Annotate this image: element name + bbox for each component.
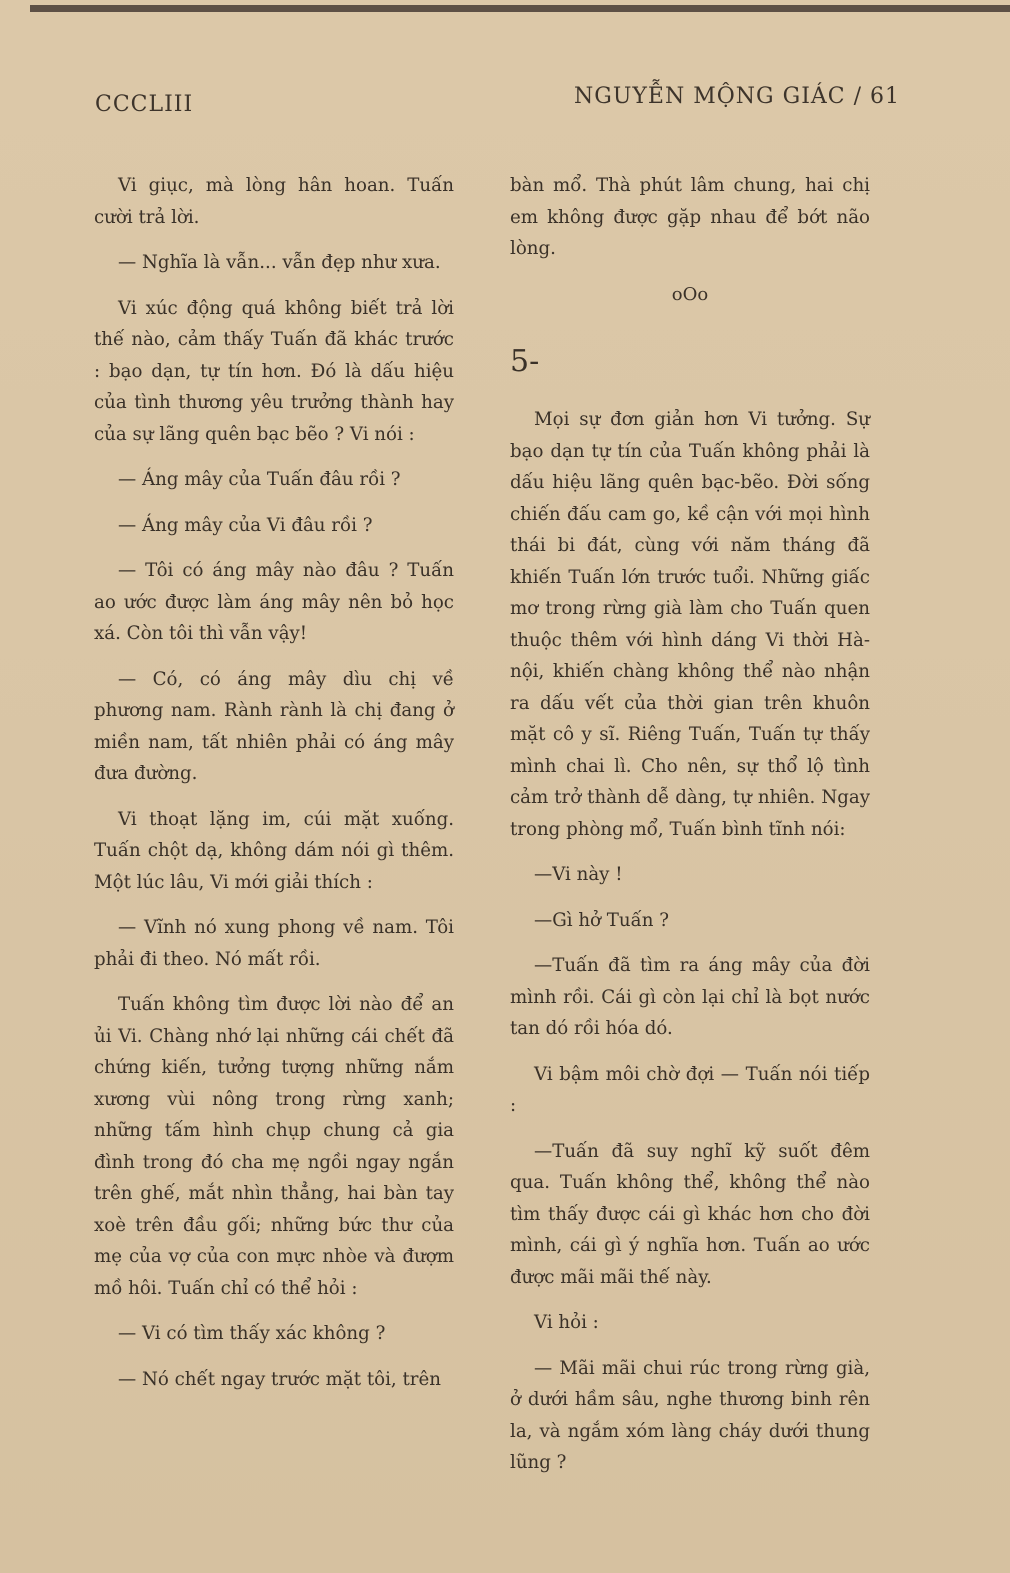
paragraph: Vi hỏi : (534, 1312, 599, 1333)
paragraph: —Vi này ! (534, 864, 623, 885)
paragraph: — Vĩnh nó xung phong về nam. Tôi phải đi theo. Nó mất rồi. (94, 917, 454, 970)
section-ornament: oOo (671, 283, 709, 305)
paragraph: — Mãi mãi chui rúc trong rừng già, ở dưới hầm sâu, nghe thương binh rên la, và ngắm xóm làng cháy dưới thung lũng ? (510, 1357, 870, 1473)
left-column (94, 170, 454, 1409)
top-rule (30, 5, 1010, 12)
paragraph: — Có, có áng mây dìu chị về phương nam. Rành rành là chị đang ở miền nam, tất nhiên phải có áng mây đưa đường. (94, 668, 454, 784)
paragraph: — Áng mây của Vi đâu rồi ? (118, 514, 373, 536)
paragraph: —Gì hở Tuấn ? (534, 909, 669, 931)
paragraph: Mọi sự đơn giản hơn Vi tưởng. Sự bạo dạn tự tín của Tuấn không phải là dấu hiệu lãng quên bạc-bẽo. Đời sống chiến đấu cam go, kề cận với mọi hình thái bi đát, cùng với năm tháng đã khiến Tuấn lớn trước tuổi. Những giấc mơ trong rừng già làm cho Tuấn quen thuộc thêm với hình dáng Vi thời Hà-nội, khiến chàng không thể nào nhận ra dấu vết của thời gian trên khuôn mặt cô y sĩ. Riêng Tuấn, Tuấn tự thấy mình chai lì. Cho nên, sự thổ lộ tình cảm trở thành dễ dàng, tự nhiên. Ngay trong phòng mổ, Tuấn bình tĩnh nói: (510, 409, 870, 840)
paragraph: —Tuấn đã tìm ra áng mây của đời mình rồi. Cái gì còn lại chỉ là bọt nước tan dó rồi hóa dó. (510, 955, 870, 1039)
page-header-author-page: NGUYỄN MỘNG GIÁC / 61 (574, 84, 900, 109)
section-number: 5- (510, 344, 540, 379)
paragraph: — Nó chết ngay trước mặt tôi, trên (118, 1368, 441, 1390)
paragraph: — Nghĩa là vẫn... vẫn đẹp như xưa. (118, 252, 441, 273)
paragraph: Vi bậm môi chờ đợi — Tuấn nói tiếp : (510, 1063, 870, 1116)
paragraph: —Tuấn đã suy nghĩ kỹ suốt đêm qua. Tuấn không thể, không thể nào tìm thấy được cái gì khác hơn cho đời mình, cái gì ý nghĩa hơn. Tuấn ao ước được mãi mãi thế này. (510, 1140, 870, 1288)
right-column (510, 170, 870, 1493)
paragraph: Vi thoạt lặng im, cúi mặt xuống. Tuấn chột dạ, không dám nói gì thêm. Một lúc lâu, Vi mới giải thích : (94, 808, 454, 893)
paragraph: Vi giục, mà lòng hân hoan. Tuấn cười trả lời. (94, 175, 454, 228)
paragraph: — Vi có tìm thấy xác không ? (118, 1323, 386, 1344)
page-header-section: CCCLIII (95, 92, 194, 117)
paragraph: Tuấn không tìm được lời nào để an ủi Vi. Chàng nhớ lại những cái chết đã chứng kiến, tưởng tượng những nắm xương vùi nông trong rừng xanh; những tấm hình chụp chung cả gia đình trong đó cha mẹ ngồi ngay ngắn trên ghế, mắt nhìn thẳng, hai bàn tay xoè trên đầu gối; những bức thư của mẹ của vợ của con mực nhòe và đượm mồ hôi. Tuấn chỉ có thể hỏi : (94, 994, 454, 1299)
paragraph: — Tôi có áng mây nào đâu ? Tuấn ao ước được làm áng mây nên bỏ học xá. Còn tôi thì vẫn vậy! (94, 560, 454, 644)
paragraph: — Áng mây của Tuấn đâu rồi ? (118, 469, 401, 490)
paragraph: bàn mổ. Thà phút lâm chung, hai chị em không được gặp nhau để bớt não lòng. (510, 175, 870, 259)
paragraph: Vi xúc động quá không biết trả lời thế nào, cảm thấy Tuấn đã khác trước : bạo dạn, tự tín hơn. Đó là dấu hiệu của tình thương yêu trưởng thành hay của sự lãng quên bạc bẽo ? Vi nói : (94, 297, 454, 445)
